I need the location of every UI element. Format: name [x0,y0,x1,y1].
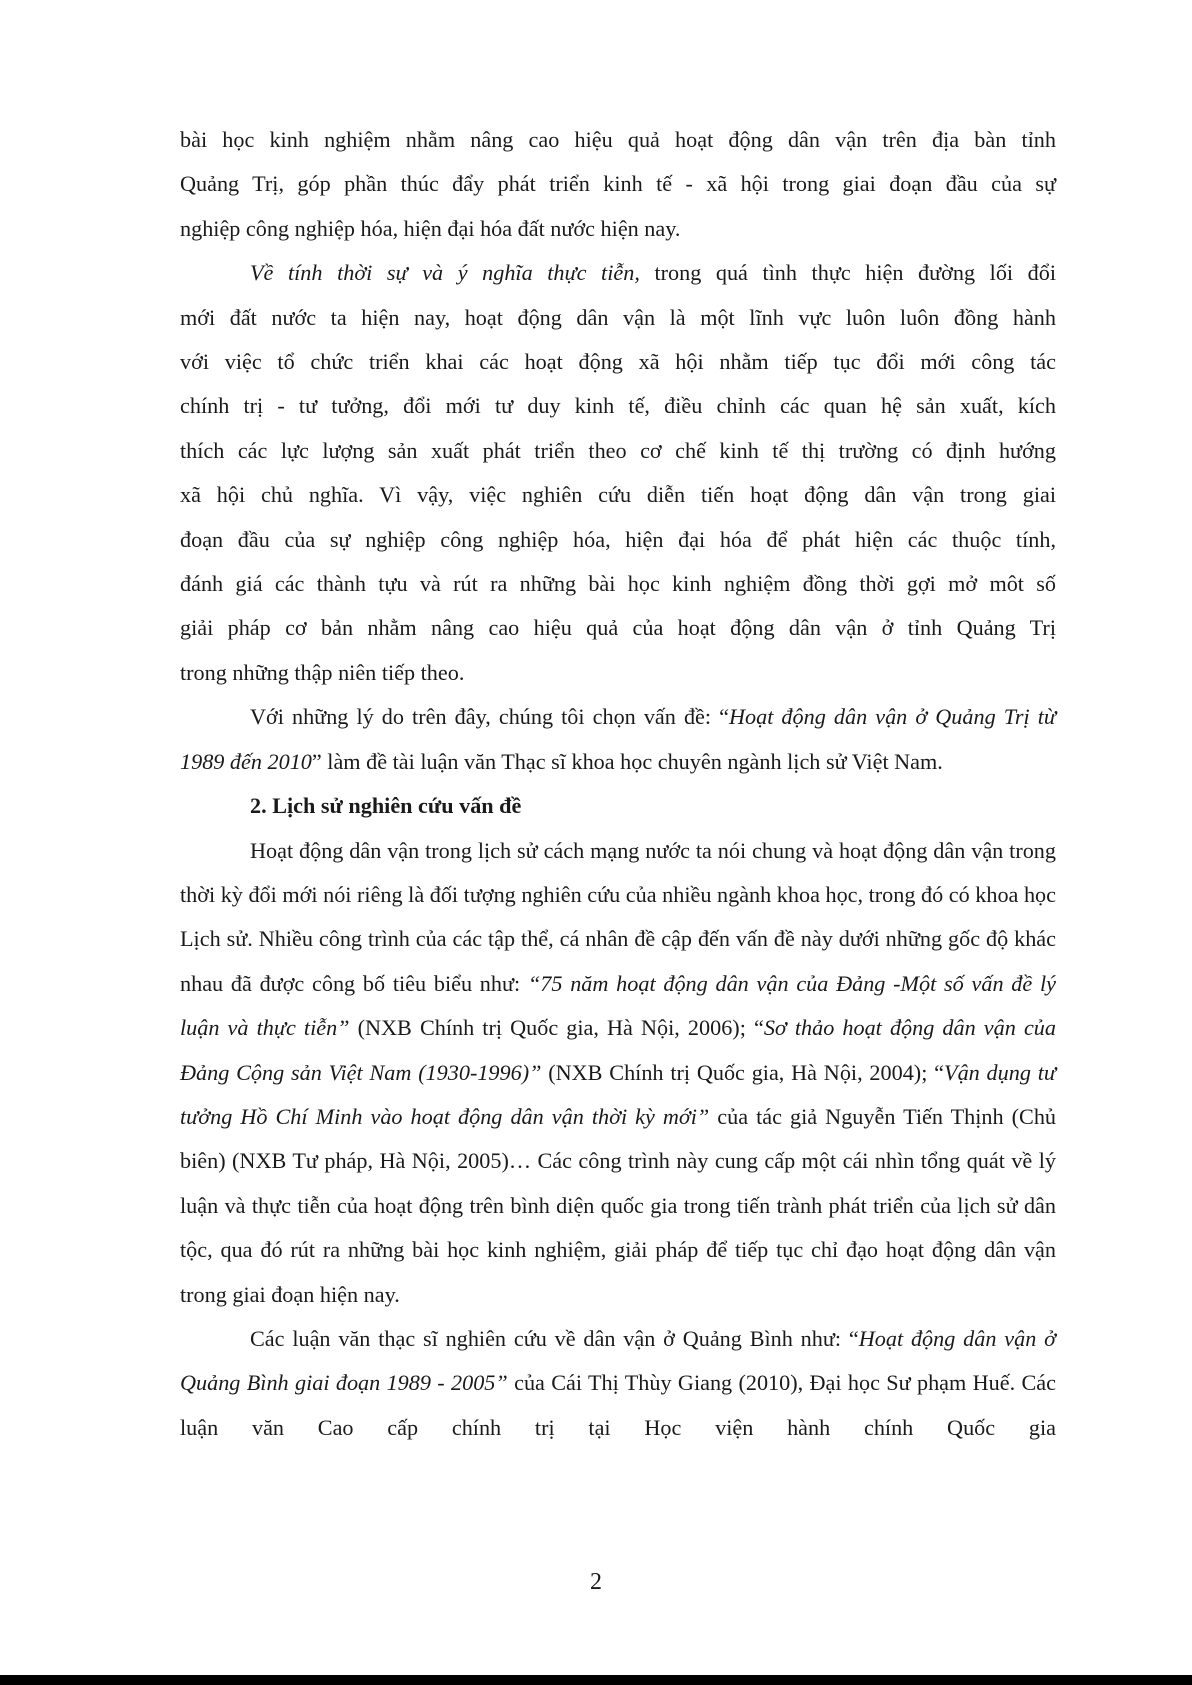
text-run: của tác giả Nguyễn Tiến Thịnh (Chủ biên) (NXB Tư pháp, Hà Nội, 2005)… Các công trình này cung cấp một cái nhìn tổng quát về lý luận và thực tiễn của hoạt động trên bình diện quốc gia trong tiến trành phát triển của lịch sử dân tộc, qua đó rút ra những bài học kinh nghiệm, giải pháp để tiếp tục chỉ đạo hoạt động dân vận trong giai đoạn hiện nay. [180,1103,1057,1307]
section-heading: 2. Lịch sử nghiên cứu vấn đề [250,793,522,819]
text-run: ” làm đề tài luận văn Thạc sĩ khoa học chuyên ngành lịch sử Việt Nam. [311,748,943,774]
italic-title: Hoạt động dân vận ở Quảng Bình giai đoạn 1989 - 2005” [180,1325,1056,1396]
text-line [180,251,1056,295]
text-line: chính trị - tư tưởng, đổi mới tư duy kinh tế, điều chỉnh các quan hệ sản xuất, kích [180,393,1056,419]
italic-title: Hoạt động dân vận ở Quảng Trị từ 1989 đến 2010 [180,704,1056,774]
paragraph-5 [180,1317,1056,1450]
text-run: của Cái Thị Thùy Giang (2010), Đại học Sư phạm Huế. Các luận văn Cao cấp chính trị tại Học viện hành chính Quốc gia [180,1370,1056,1440]
text-run: (NXB Chính trị Quốc gia, Hà Nội, 2006); “ [349,1015,764,1041]
text-line: đoạn đầu của sự nghiệp công nghiệp hóa, hiện đại hóa để phát hiện các thuộc tính, [180,526,1056,552]
paragraph-1 [180,118,1056,251]
text-line: Quảng Trị, góp phần thúc đẩy phát triển kinh tế - xã hội trong giai đoạn đầu của sự [180,171,1056,197]
text-line: nghiệp công nghiệp hóa, hiện đại hóa đất nước hiện nay. [180,215,681,241]
text-run: (NXB Chính trị Quốc gia, Hà Nội, 2004); “ [541,1059,945,1085]
text-line: giải pháp cơ bản nhằm nâng cao hiệu quả của hoạt động dân vận ở tỉnh Quảng Trị [180,615,1056,641]
text-run: Các luận văn thạc sĩ nghiên cứu về dân vận ở Quảng Bình như: “ [250,1325,859,1351]
text-line: bài học kinh nghiệm nhằm nâng cao hiệu quả hoạt động dân vận trên địa bàn tỉnh [180,127,1056,152]
page-number: 2 [590,1569,602,1595]
text-line: xã hội chủ nghĩa. Vì vậy, việc nghiên cứu diễn tiến hoạt động dân vận trong giai [180,482,1056,508]
document-body [180,118,1056,1450]
italic-title: Sơ thảo hoạt động dân vận của Đảng Cộng sản Việt Nam (1930-1996)” [180,1015,1056,1085]
text-line: trong những thập niên tiếp theo. [180,659,465,685]
italic-title: “75 năm hoạt động dân vận của Đảng -Một số vấn đề lý luận và thực tiễn” [180,970,1056,1041]
italic-lead: Về tính thời sự và ý nghĩa thực tiễn, [250,260,640,286]
paragraph-3 [180,695,1056,784]
text-line: mới đất nước ta hiện nay, hoạt động dân vận là một lĩnh vực luôn luôn đồng hành [180,304,1056,330]
text-run: Với những lý do trên đây, chúng tôi chọn vấn đề: “ [250,704,729,730]
page-bottom-edge [0,1675,1192,1685]
lead-rest: trong quá tình thực hiện đường lối đổi [639,260,1056,286]
paragraph-2 [180,251,1056,695]
paragraph-4 [180,829,1056,1317]
text-run: Hoạt động dân vận trong lịch sử cách mạng nước ta nói chung và hoạt động dân vận trong thời kỳ đổi mới nói riêng là đối tượng nghiên cứu của nhiều ngành khoa học, trong đó có khoa học Lịch sử. Nhiều công trình của các tập thể, cá nhân đề cập đến vấn đề này dưới những gốc độ khác nhau đã được công bố tiêu biểu như: [180,837,1056,996]
text-line: thích các lực lượng sản xuất phát triển theo cơ chế kinh tế thị trường có định hướng [180,437,1056,463]
text-line: đánh giá các thành tựu và rút ra những bài học kinh nghiệm đồng thời gợi mở môt số [180,571,1056,597]
italic-title: Vận dụng tư tưởng Hồ Chí Minh vào hoạt động dân vận thời kỳ mới” [180,1059,1056,1129]
text-line: với việc tổ chức triển khai các hoạt động xã hội nhằm tiếp tục đổi mới công tác [180,349,1056,375]
